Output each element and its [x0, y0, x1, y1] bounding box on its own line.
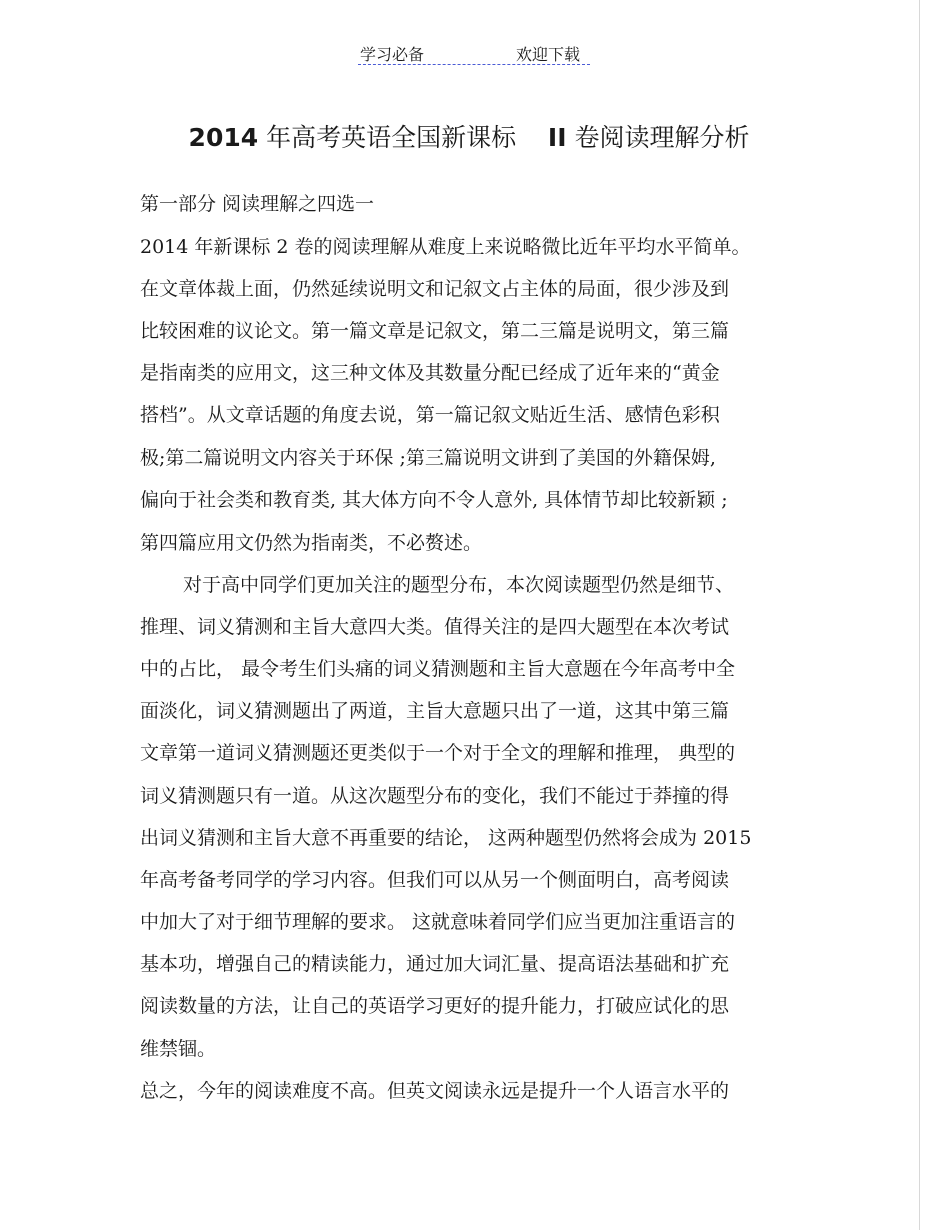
body-line: 文章第一道词义猜测题还更类似于一个对于全文的理解和推理， 典型的 — [140, 742, 736, 764]
page-edge-divider — [919, 0, 920, 1230]
body-line: 中的占比， 最令考生们头痛的词义猜测题和主旨大意题在今年高考中全 — [140, 658, 736, 680]
body-line: 年高考备考同学的学习内容。但我们可以从另一个侧面明白，高考阅读 — [140, 869, 730, 891]
body-line: 极;第二篇说明文内容关于环保 ;第三篇说明文讲到了美国的外籍保姆, — [140, 447, 716, 469]
section-heading: 第一部分 阅读理解之四选一 — [140, 193, 375, 215]
document-title — [0, 118, 938, 154]
title-year: 2014 — [188, 123, 259, 152]
body-line: 词义猜测题只有一道。从这次题型分布的变化，我们不能过于莽撞的得 — [140, 785, 730, 807]
body-line: 偏向于社会类和教育类, 其大体方向不令人意外, 具体情节却比较新颖 ; — [140, 489, 728, 511]
body-line: 2014 年新课标 2 卷的阅读理解从难度上来说略微比近年平均水平简单。 — [140, 236, 751, 258]
body-line: 对于高中同学们更加关注的题型分布，本次阅读题型仍然是细节、 — [183, 574, 735, 596]
title-roman: II — [547, 123, 567, 152]
body-line: 比较困难的议论文。第一篇文章是记叙文，第二三篇是说明文，第三篇 — [140, 320, 730, 342]
body-line: 出词义猜测和主旨大意不再重要的结论， 这两种题型仍然将会成为 2015 — [140, 827, 752, 849]
body-line: 中加大了对于细节理解的要求。 这就意味着同学们应当更加注重语言的 — [140, 911, 736, 933]
page-header — [358, 40, 590, 65]
body-line: 基本功，增强自己的精读能力，通过加大词汇量、提高语法基础和扩充 — [140, 953, 730, 975]
body-line: 搭档”。从文章话题的角度去说，第一篇记叙文贴近生活、感情色彩积 — [140, 404, 720, 426]
header-left-text: 学习必备 — [360, 45, 425, 64]
header-right-text: 欢迎下载 — [516, 45, 581, 64]
body-line: 面淡化，词义猜测题出了两道，主旨大意题只出了一道，这其中第三篇 — [140, 700, 730, 722]
title-part2: 卷阅读理解分析 — [566, 123, 750, 152]
body-line: 维禁锢。 — [140, 1038, 217, 1060]
body-line: 总之，今年的阅读难度不高。但英文阅读永远是提升一个人语言水平的 — [140, 1080, 730, 1102]
body-line: 阅读数量的方法，让自己的英语学习更好的提升能力，打破应试化的思 — [140, 995, 730, 1017]
title-part1: 年高考英语全国新课标 — [258, 123, 517, 152]
body-line: 第四篇应用文仍然为指南类，不必赘述。 — [140, 532, 483, 554]
body-line: 在文章体裁上面，仍然延续说明文和记叙文占主体的局面，很少涉及到 — [140, 278, 730, 300]
body-line: 推理、词义猜测和主旨大意四大类。值得关注的是四大题型在本次考试 — [140, 616, 730, 638]
body-line: 是指南类的应用文，这三种文体及其数量分配已经成了近年来的“黄金 — [140, 362, 720, 384]
